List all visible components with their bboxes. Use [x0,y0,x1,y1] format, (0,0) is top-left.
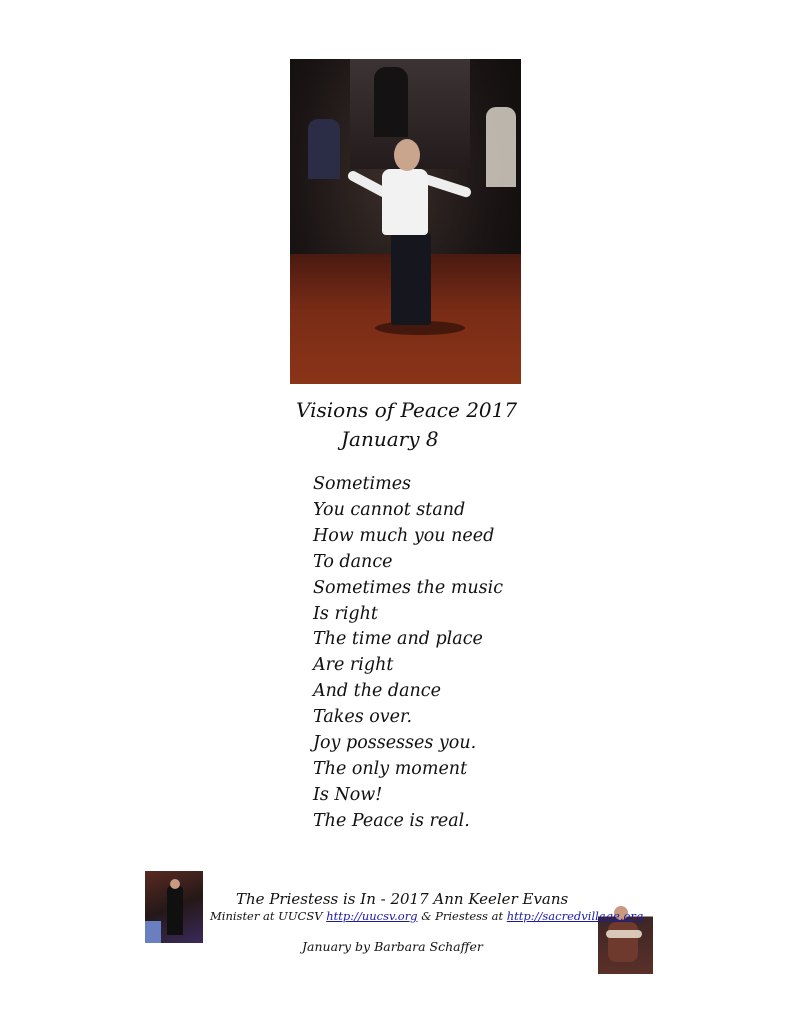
thumbnail-figure [608,922,638,962]
poem-line: Sometimes [313,474,412,494]
page-date: January 8 [341,427,439,451]
uucsv-link[interactable]: http://uucsv.org [326,909,418,923]
poem [313,472,503,835]
photo-child-legs [391,233,431,325]
priestess-label: & Priestess at [421,909,504,923]
thumbnail-detail [606,930,642,938]
poem-line: You cannot stand [313,499,466,520]
footer-affiliations [210,909,643,923]
footer-heading: The Priestess is In - 2017 Ann Keeler Evans [236,890,569,908]
poem-line: Is right [313,603,378,624]
photo-credit: January by Barbara Schaffer [302,939,483,954]
author-photo-thumbnail [145,871,203,943]
minister-label: Minister at UUCSV [210,909,323,923]
main-photo-dancing-child [290,59,521,384]
photo-bystander [486,107,516,187]
thumbnail-figure-head [170,879,180,889]
thumbnail-detail [145,921,161,943]
photo-child-head [394,139,420,171]
poem-line: Takes over. [313,707,413,728]
thumbnail-figure [167,885,183,935]
photo-bystander [308,119,340,179]
poem-line: Are right [313,655,394,676]
poem-line: How much you need [313,525,495,546]
poem-line: To dance [313,551,393,572]
photo-child-arm [422,174,473,199]
photo-bystander [374,67,408,137]
sacred-village-link[interactable]: http://sacredvillage.org [506,909,644,923]
page-title: Visions of Peace 2017 [296,398,518,422]
poem-line: The only moment [313,758,468,779]
poem-line: The Peace is real. [313,810,470,831]
poem-line: Is Now! [313,784,383,805]
poem-line: Sometimes the music [313,577,504,598]
poem-line: Joy possesses you. [313,733,477,754]
photo-child-shirt [382,169,428,235]
poem-line: The time and place [313,629,483,650]
poem-line: And the dance [313,681,441,702]
